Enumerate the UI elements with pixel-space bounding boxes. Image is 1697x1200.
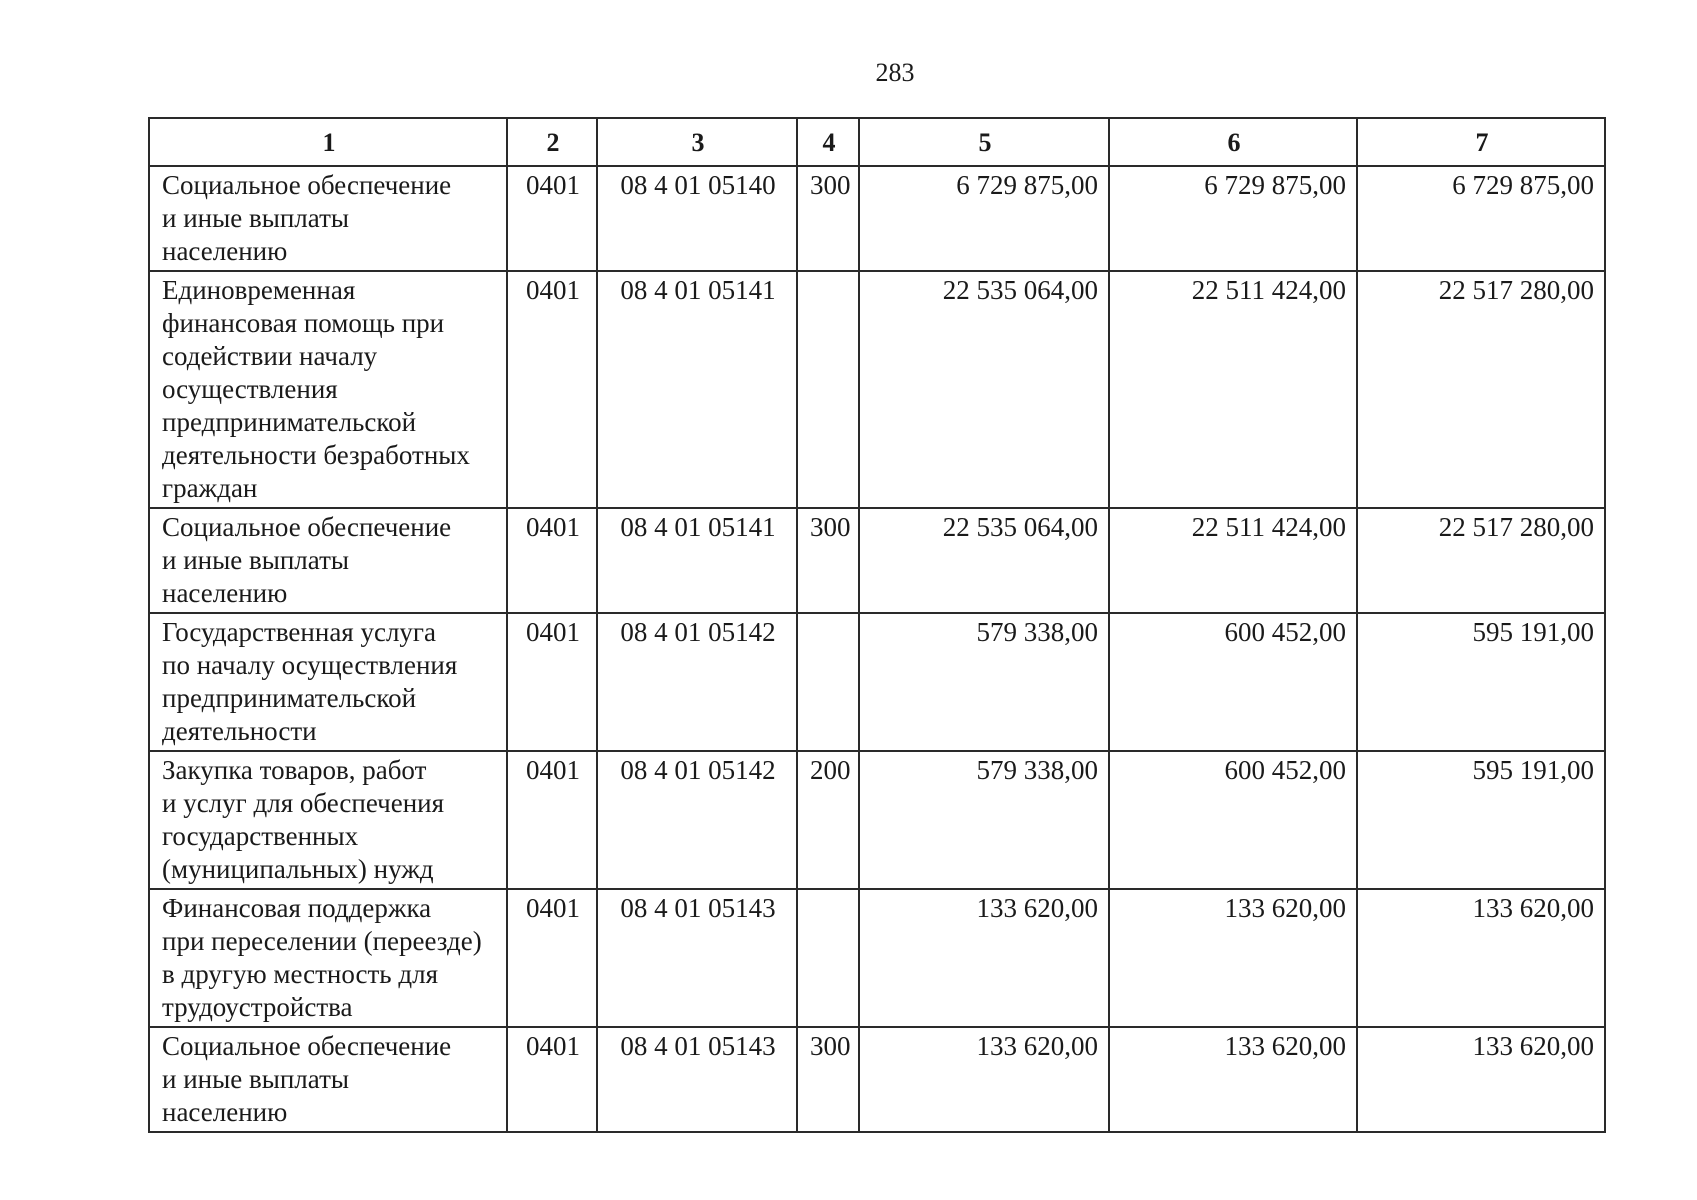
cell-expense-type: [797, 613, 859, 751]
cell-amount-col6: 133 620,00: [1109, 889, 1357, 1027]
column-header-3: 3: [597, 118, 797, 166]
cell-amount-col6: 22 511 424,00: [1109, 271, 1357, 508]
cell-name: [149, 508, 507, 613]
cell-target-code: 08 4 01 05143: [597, 889, 797, 1027]
name-line: и услуг для обеспечения: [162, 788, 445, 818]
cell-amount-col6: 133 620,00: [1109, 1027, 1357, 1132]
cell-amount-col7: 22 517 280,00: [1357, 271, 1605, 508]
cell-amount-col5: 579 338,00: [859, 613, 1109, 751]
name-line: при переселении (переезде): [162, 926, 482, 956]
table-row: [149, 751, 1605, 889]
name-line: (муниципальных) нужд: [162, 854, 434, 884]
cell-name: [149, 271, 507, 508]
cell-target-code: 08 4 01 05140: [597, 166, 797, 271]
table-row: [149, 271, 1605, 508]
cell-amount-col5: 133 620,00: [859, 889, 1109, 1027]
name-line: Закупка товаров, работ: [162, 755, 427, 785]
name-line: трудоустройства: [162, 992, 353, 1022]
name-line: деятельности безработных: [162, 440, 470, 470]
cell-target-code: 08 4 01 05141: [597, 508, 797, 613]
cell-expense-type: 300: [797, 508, 859, 613]
cell-amount-col5: 6 729 875,00: [859, 166, 1109, 271]
column-header-7: 7: [1357, 118, 1605, 166]
cell-section: 0401: [507, 508, 597, 613]
name-line: осуществления: [162, 374, 338, 404]
cell-amount-col5: 22 535 064,00: [859, 271, 1109, 508]
cell-target-code: 08 4 01 05141: [597, 271, 797, 508]
name-line: в другую местность для: [162, 959, 438, 989]
cell-amount-col5: 579 338,00: [859, 751, 1109, 889]
column-header-4: 4: [797, 118, 859, 166]
name-line: и иные выплаты: [162, 545, 350, 575]
name-line: населению: [162, 1097, 288, 1127]
cell-target-code: 08 4 01 05142: [597, 751, 797, 889]
name-line: финансовая помощь при: [162, 308, 445, 338]
cell-section: 0401: [507, 166, 597, 271]
cell-section: 0401: [507, 271, 597, 508]
name-line: Социальное обеспечение: [162, 1031, 452, 1061]
cell-expense-type: [797, 889, 859, 1027]
cell-target-code: 08 4 01 05143: [597, 1027, 797, 1132]
cell-amount-col6: 600 452,00: [1109, 613, 1357, 751]
header-row: [149, 118, 1605, 166]
cell-amount-col5: 22 535 064,00: [859, 508, 1109, 613]
cell-section: 0401: [507, 613, 597, 751]
name-line: Единовременная: [162, 275, 356, 305]
cell-amount-col5: 133 620,00: [859, 1027, 1109, 1132]
cell-expense-type: [797, 271, 859, 508]
name-line: деятельности: [162, 716, 317, 746]
cell-amount-col7: 22 517 280,00: [1357, 508, 1605, 613]
cell-expense-type: 300: [797, 1027, 859, 1132]
cell-amount-col7: 6 729 875,00: [1357, 166, 1605, 271]
cell-amount-col7: 133 620,00: [1357, 1027, 1605, 1132]
cell-amount-col6: 600 452,00: [1109, 751, 1357, 889]
cell-amount-col7: 595 191,00: [1357, 613, 1605, 751]
name-line: предпринимательской: [162, 683, 417, 713]
cell-amount-col6: 6 729 875,00: [1109, 166, 1357, 271]
name-line: содействии началу: [162, 341, 378, 371]
column-header-5: 5: [859, 118, 1109, 166]
cell-section: 0401: [507, 889, 597, 1027]
name-line: и иные выплаты: [162, 203, 350, 233]
name-line: Государственная услуга: [162, 617, 436, 647]
cell-name: [149, 889, 507, 1027]
column-header-1: 1: [149, 118, 507, 166]
name-line: населению: [162, 236, 288, 266]
cell-target-code: 08 4 01 05142: [597, 613, 797, 751]
cell-name: [149, 166, 507, 271]
cell-expense-type: 200: [797, 751, 859, 889]
cell-amount-col7: 595 191,00: [1357, 751, 1605, 889]
name-line: граждан: [162, 473, 258, 503]
cell-section: 0401: [507, 1027, 597, 1132]
name-line: населению: [162, 578, 288, 608]
cell-section: 0401: [507, 751, 597, 889]
name-line: и иные выплаты: [162, 1064, 350, 1094]
name-line: Социальное обеспечение: [162, 512, 452, 542]
table-row: [149, 508, 1605, 613]
column-header-6: 6: [1109, 118, 1357, 166]
table-row: [149, 1027, 1605, 1132]
name-line: Социальное обеспечение: [162, 170, 452, 200]
cell-amount-col6: 22 511 424,00: [1109, 508, 1357, 613]
name-line: государственных: [162, 821, 359, 851]
name-line: предпринимательской: [162, 407, 417, 437]
cell-name: [149, 1027, 507, 1132]
name-line: Финансовая поддержка: [162, 893, 432, 923]
table-body: [149, 166, 1605, 1132]
table-row: [149, 613, 1605, 751]
cell-expense-type: 300: [797, 166, 859, 271]
table-row: [149, 166, 1605, 271]
budget-table: [148, 117, 1606, 1133]
cell-name: [149, 613, 507, 751]
cell-name: [149, 751, 507, 889]
name-line: по началу осуществления: [162, 650, 458, 680]
column-header-2: 2: [507, 118, 597, 166]
cell-amount-col7: 133 620,00: [1357, 889, 1605, 1027]
page-number: 283: [875, 58, 915, 87]
table-row: [149, 889, 1605, 1027]
